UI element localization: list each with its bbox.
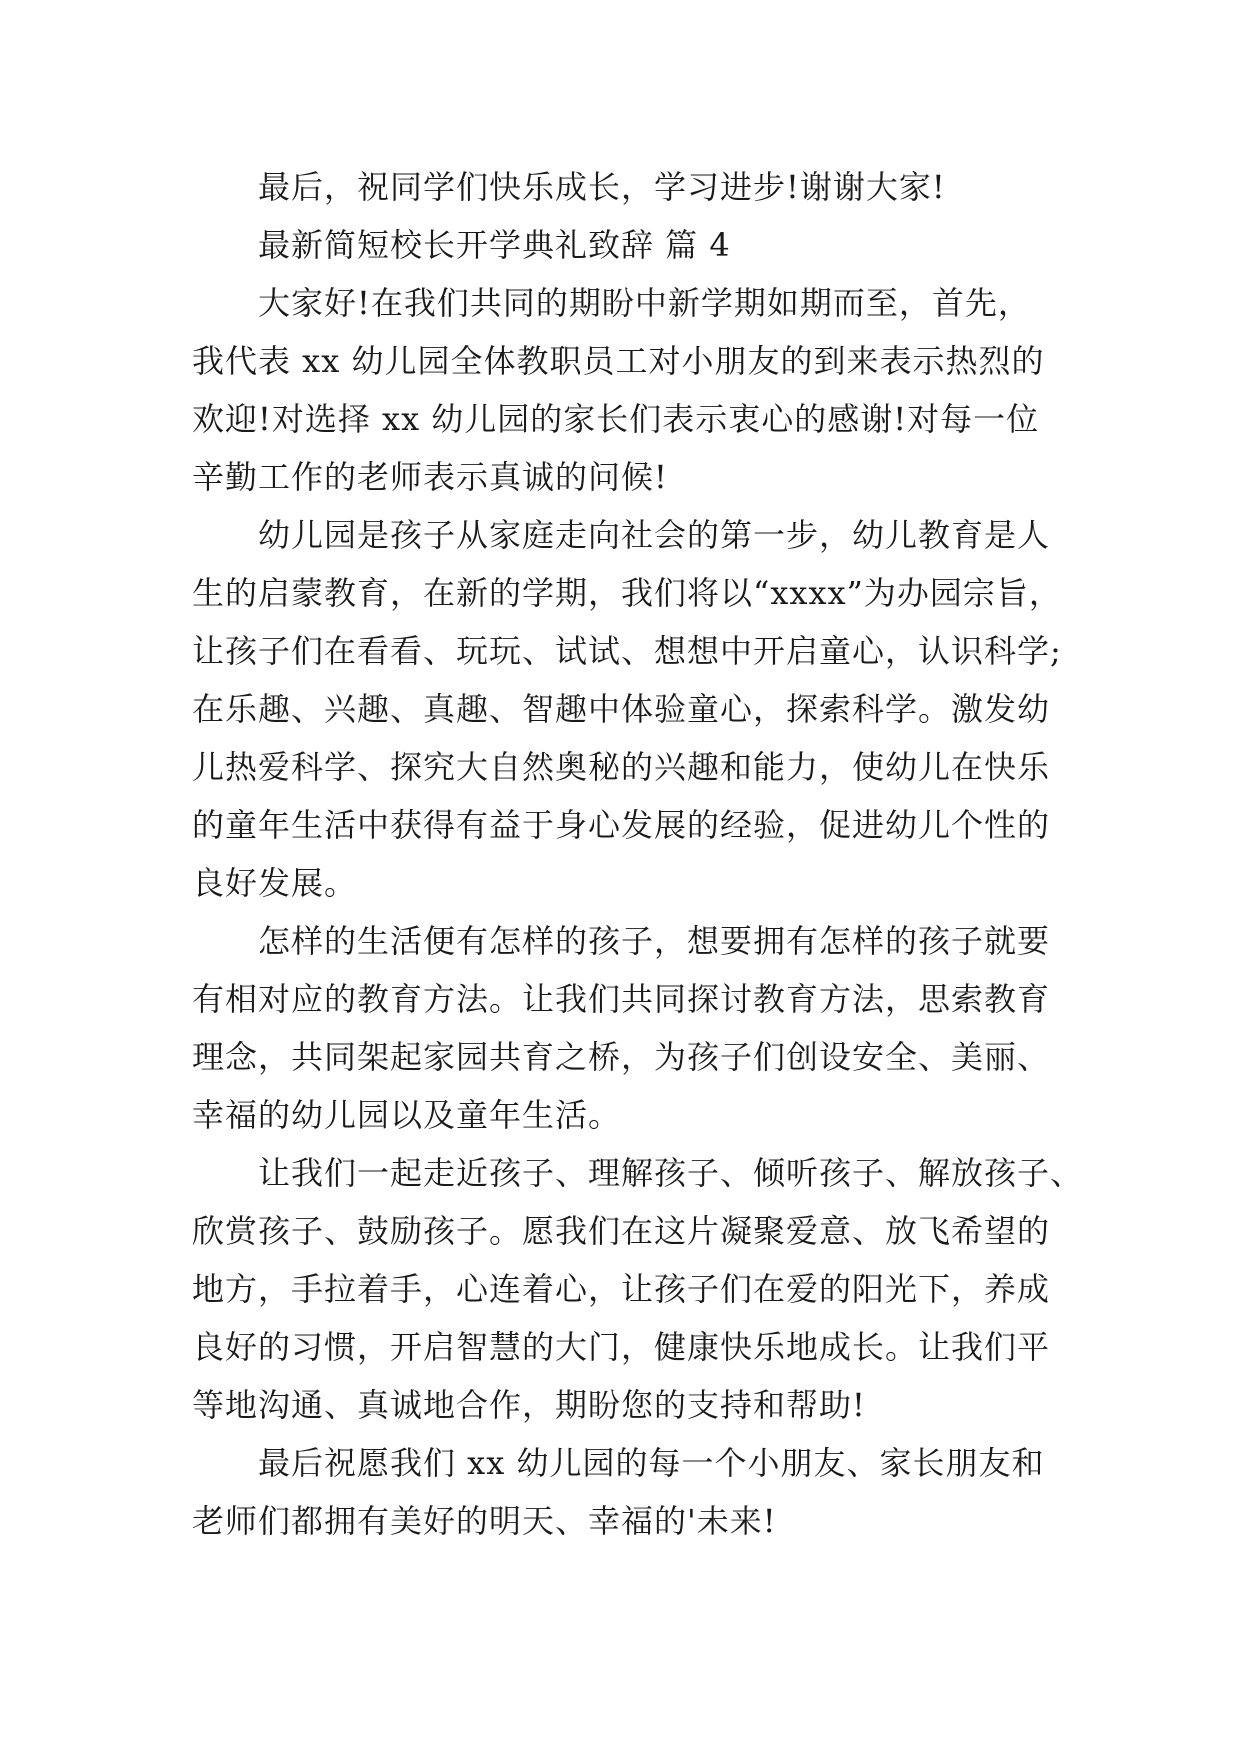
text-line: 理念，共同架起家园共育之桥，为孩子们创设安全、美丽、 [192,1038,1051,1076]
text-line: 我代表 xx 幼儿园全体教职员工对小朋友的到来表示热烈的 [192,342,1045,380]
text-line: 生的启蒙教育，在新的学期，我们将以“xxxx”为办园宗旨， [192,574,1062,612]
text-line: 幼儿园是孩子从家庭走向社会的第一步，幼儿教育是人 [258,516,1051,554]
text-line: 怎样的生活便有怎样的孩子，想要拥有怎样的孩子就要 [258,922,1051,960]
text-line: 让我们一起走近孩子、理解孩子、倾听孩子、解放孩子、 [258,1154,1084,1192]
document-body [192,158,1084,1550]
text-line: 幸福的幼儿园以及童年生活。 [192,1096,622,1134]
text-line: 良好的习惯，开启智慧的大门，健康快乐地成长。让我们平 [192,1328,1051,1366]
text-line: 大家好!在我们共同的期盼中新学期如期而至，首先， [258,284,1031,322]
text-line: 最后，祝同学们快乐成长，学习进步!谢谢大家! [258,168,946,206]
text-line: 老师们都拥有美好的明天、幸福的'未来! [192,1502,777,1540]
text-line: 有相对应的教育方法。让我们共同探讨教育方法，思索教育 [192,980,1051,1018]
text-line: 辛勤工作的老师表示真诚的问候! [192,458,668,496]
text-line: 的童年生活中获得有益于身心发展的经验，促进幼儿个性的 [192,806,1051,844]
text-line: 地方，手拉着手，心连着心，让孩子们在爱的阳光下，养成 [192,1270,1051,1308]
text-line: 良好发展。 [192,864,358,902]
text-line: 等地沟通、真诚地合作，期盼您的支持和帮助! [192,1386,866,1424]
text-line: 让孩子们在看看、玩玩、试试、想想中开启童心，认识科学; [192,632,1062,670]
text-line: 最后祝愿我们 xx 幼儿园的每一个小朋友、家长朋友和 [258,1444,1045,1482]
text-line: 在乐趣、兴趣、真趣、智趣中体验童心，探索科学。激发幼 [192,690,1051,728]
text-line: 儿热爱科学、探究大自然奥秘的兴趣和能力，使幼儿在快乐 [192,748,1051,786]
text-line: 欣赏孩子、鼓励孩子。愿我们在这片凝聚爱意、放飞希望的 [192,1212,1051,1250]
text-line: 欢迎!对选择 xx 幼儿园的家长们表示衷心的感谢!对每一位 [192,400,1040,438]
section-heading: 最新简短校长开学典礼致辞 篇 4 [258,226,731,264]
